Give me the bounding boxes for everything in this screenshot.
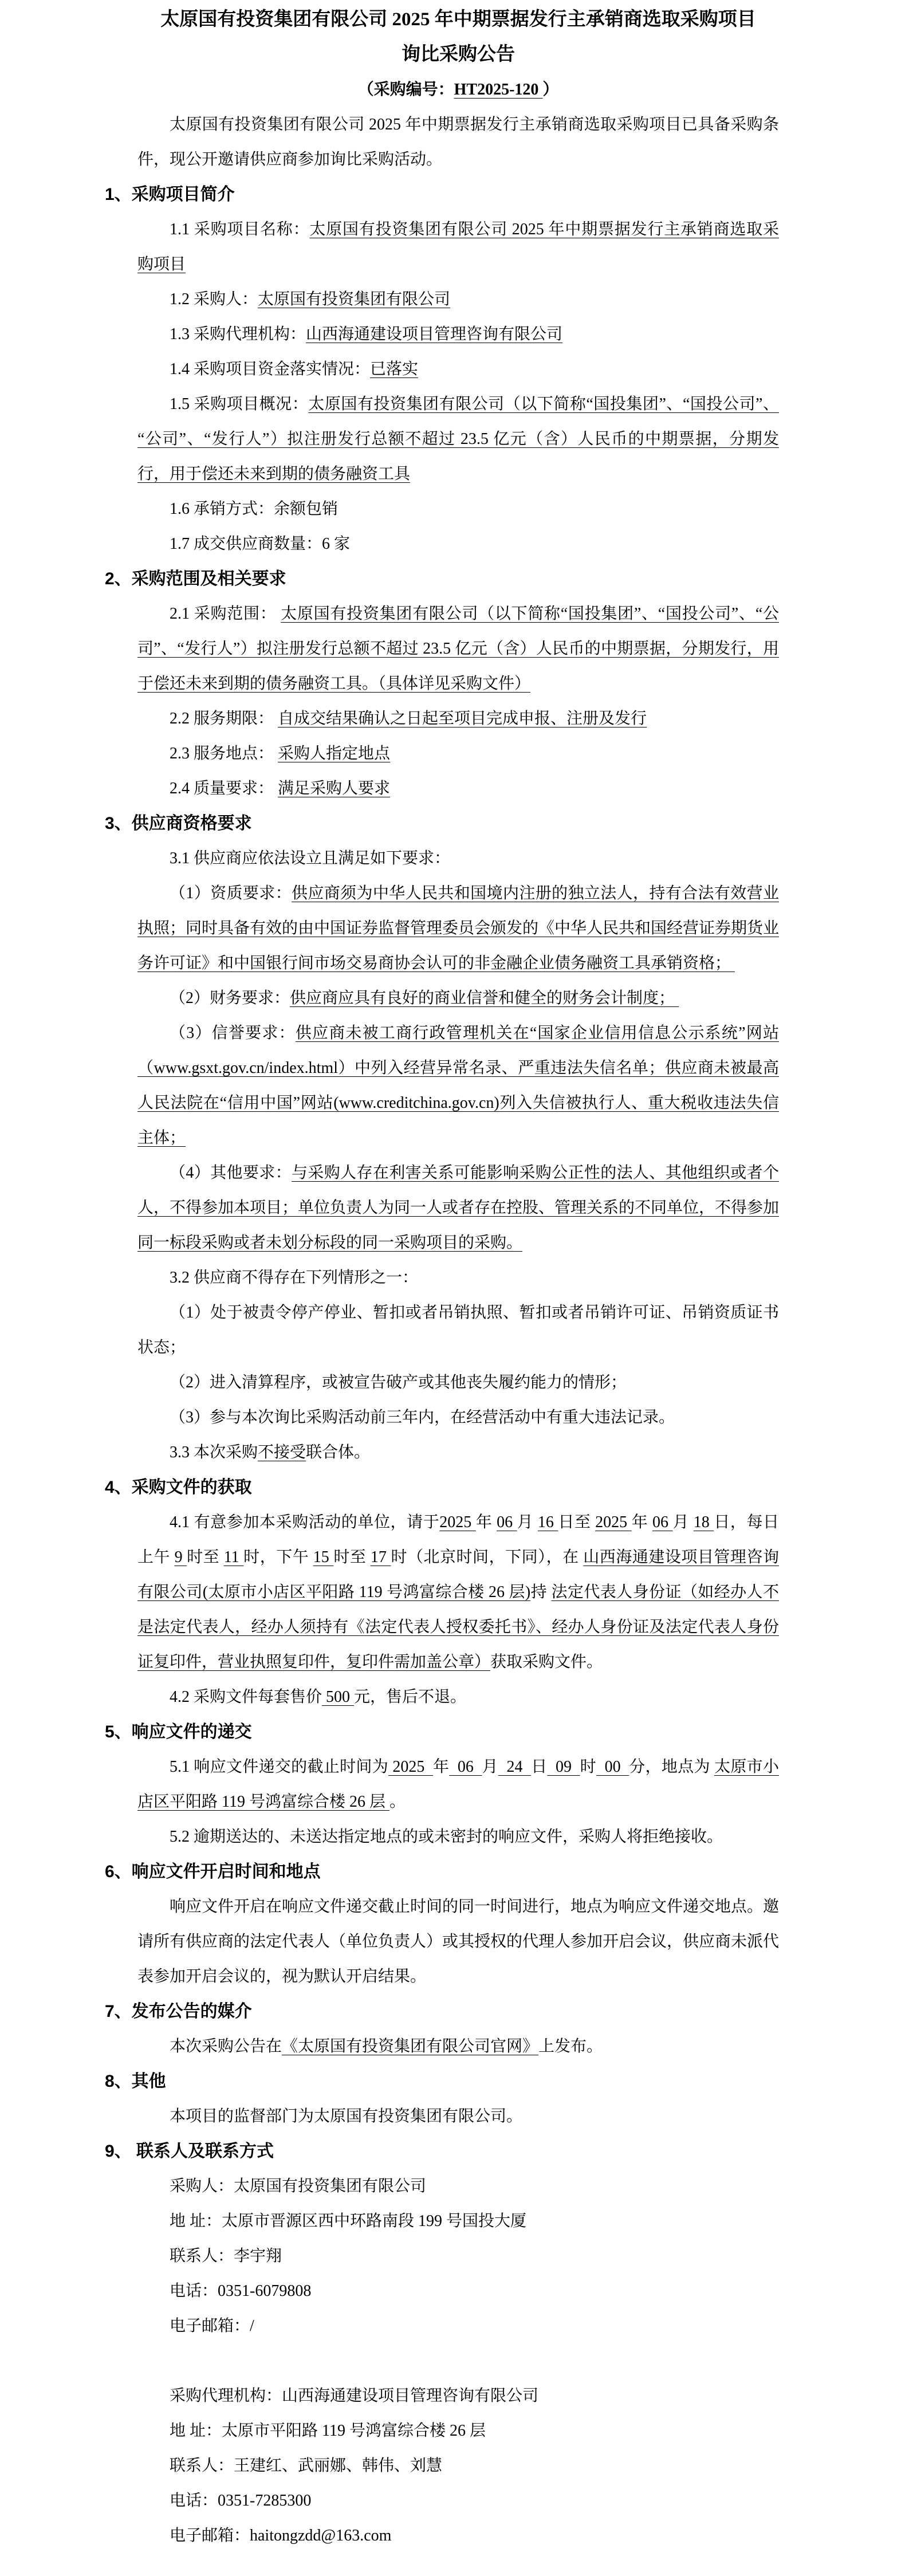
text-run: 联合体。: [306, 1444, 371, 1461]
text-run: 2、采购范围及相关要求: [105, 569, 286, 588]
paragraph: [137, 701, 779, 736]
underlined-value: 09: [547, 1758, 580, 1776]
text-run: （3）参与本次询比采购活动前三年内，在经营活动中有重大违法记录。: [170, 1409, 675, 1426]
paragraph: [137, 596, 779, 701]
text-run: 5、响应文件的递交: [105, 1722, 252, 1741]
underlined-value: 24: [498, 1758, 532, 1776]
underlined-value: 满足采购人要求: [278, 780, 391, 797]
text-run: 日至: [558, 1513, 596, 1531]
text-run: 3.2 供应商不得存在下列情形之一：: [170, 1269, 419, 1287]
section-heading: [105, 806, 779, 841]
text-run: 元，售后不退。: [354, 1688, 467, 1706]
section-heading: [105, 561, 779, 596]
text-run: 月: [517, 1513, 538, 1531]
underlined-value: 与采购人存在利害关系可能影响采购公正性的法人、其他组织或者个人，不得参加本项目；单位负责人为同一人或者存在控股、管理关系的不同单位，不得参加同一标段采购或者未划分标段的同一采购项目的采购。: [137, 1164, 780, 1252]
underlined-value: 500: [322, 1688, 355, 1706]
underlined-value: 采购人指定地点: [278, 745, 391, 762]
paragraph: [137, 1680, 779, 1714]
text-run: 1.5 采购项目概况：: [170, 395, 309, 413]
text-run: 时（北京时间，下同），在: [391, 1548, 584, 1566]
text-run: 年: [475, 1513, 497, 1531]
document-title-line-2: 询比采购公告: [402, 44, 515, 65]
underlined-value: 16: [537, 1513, 558, 1531]
paragraph: [137, 2518, 779, 2553]
underlined-value: 太原国有投资集团有限公司 2025 年中期票据发行主承销商选取采购项目: [137, 221, 779, 273]
paragraph: [137, 2169, 779, 2204]
underlined-value: 山西海通建设项目管理咨询有限公司: [306, 325, 563, 343]
underlined-value: 太原市小店区平阳路 119 号鸿富综合楼 26 层: [137, 1758, 779, 1811]
underlined-value: 00: [596, 1758, 629, 1776]
text-run: 2.1 采购范围：: [170, 605, 281, 623]
section-heading: [105, 2134, 779, 2169]
procurement-number-prefix: （采购编号：: [357, 81, 454, 99]
text-run: 2.3 服务地点：: [170, 745, 278, 762]
section-heading: [105, 1470, 779, 1505]
paragraph: [137, 2308, 779, 2343]
paragraph: [137, 107, 779, 177]
underlined-value: 供应商应具有良好的商业信誉和健全的财务会计制度；: [290, 989, 679, 1007]
paragraph: [137, 2029, 779, 2064]
text-run: 3.1 供应商应依法设立且满足如下要求：: [170, 850, 451, 867]
text-run: 1、采购项目简介: [105, 185, 235, 204]
text-run: 获取采购文件。: [490, 1653, 603, 1671]
text-run: 8、其他: [105, 2072, 166, 2091]
text-run: 2.2 服务期限：: [170, 710, 278, 727]
underlined-value: 太原国有投资集团有限公司（以下简称“国投集团”、“国投公司”、“公司”、“发行人”）拟注册发行总额不超过 23.5 亿元（含）人民币的中期票据，分期发行，用于偿还未来到期的债务融资工具。（具体详见采购文件）: [137, 605, 779, 693]
blank-line: [137, 2343, 779, 2378]
paragraph: [137, 2413, 779, 2448]
underlined-value: 供应商未被工商行政管理机关在“国家企业信用信息公示系统”网站（www.gsxt.gov.cn/index.html）中列入经营异常名录、严重违法失信名单；供应商未被最高人民法院在“信用中国”网站(www.creditchina.gov.cn)列入失信被执行人、重大税收违法失信主体；: [137, 1024, 779, 1147]
text-run: 9、 联系人及联系方式: [105, 2142, 274, 2161]
text-run: 联系人：李宇翔: [170, 2247, 282, 2265]
text-run: 1.1 采购项目名称：: [170, 221, 310, 238]
underlined-value: 太原国有投资集团有限公司（以下简称“国投集团”、“国投公司”、“公司”、“发行人”）拟注册发行总额不超过 23.5 亿元（含）人民币的中期票据，分期发行，用于偿还未来到期的债务融资工具: [137, 395, 779, 483]
text-run: 5.1 响应文件递交的截止时间为: [170, 1758, 389, 1776]
paragraph: [137, 736, 779, 771]
underlined-value: 已落实: [370, 360, 419, 378]
paragraph: [137, 212, 779, 282]
text-run: 时至: [187, 1548, 224, 1566]
section-heading: [105, 1714, 779, 1749]
paragraph: [137, 876, 779, 981]
text-run: 1.2 采购人：: [170, 290, 258, 308]
procurement-number-value: HT2025-120: [454, 81, 543, 99]
text-run: （1）处于被责令停产停业、暂扣或者吊销执照、暂扣或者吊销许可证、吊销资质证书状态；: [137, 1304, 779, 1356]
paragraph: [137, 1889, 779, 1994]
text-run: （3）信誉要求：: [170, 1024, 296, 1042]
section-heading: [105, 177, 779, 212]
text-run: 电子邮箱：haitongzdd@163.com: [170, 2527, 392, 2544]
paragraph: [137, 2204, 779, 2239]
paragraph: [137, 282, 779, 317]
text-run: 采购代理机构：山西海通建设项目管理咨询有限公司: [170, 2387, 539, 2405]
paragraph: [137, 1365, 779, 1400]
text-run: 2.4 质量要求：: [170, 780, 278, 797]
section-heading: [105, 1994, 779, 2029]
underlined-value: 2025: [388, 1758, 433, 1776]
text-run: （4）其他要求：: [170, 1164, 292, 1182]
underlined-value: 15: [313, 1548, 334, 1566]
text-run: 1.4 采购项目资金落实情况：: [170, 360, 371, 378]
text-run: 电话：0351-7285300: [170, 2492, 312, 2510]
text-run: （1）资质要求：: [170, 884, 292, 902]
text-run: 分，地点为: [629, 1758, 715, 1776]
paragraph: [137, 1155, 779, 1260]
text-run: 电子邮箱：/: [170, 2317, 254, 2335]
section-heading: [105, 1854, 779, 1889]
text-run: （2）财务要求：: [170, 989, 290, 1007]
underlined-value: 山西海通建设项目管理咨询有限公司(太原市小店区平阳路 119 号鸿富综合楼 26 层): [137, 1548, 779, 1601]
underlined-value: 11: [223, 1548, 244, 1566]
paragraph: [137, 1819, 779, 1854]
text-run: 联系人：王建红、武丽娜、韩伟、刘慧: [170, 2457, 443, 2475]
text-run: 3.3 本次采购: [170, 1444, 258, 1461]
underlined-value: 2025: [439, 1513, 476, 1531]
document-title-line-1: 太原国有投资集团有限公司 2025 年中期票据发行主承销商选取采购项目: [160, 9, 756, 30]
text-run: 3、供应商资格要求: [105, 814, 252, 833]
paragraph: [137, 1295, 779, 1365]
text-run: 时: [580, 1758, 596, 1776]
paragraph: [137, 1749, 779, 1819]
paragraph: [137, 2239, 779, 2274]
text-run: 。: [389, 1793, 406, 1811]
paragraph: [137, 317, 779, 352]
paragraph: [137, 2483, 779, 2518]
text-run: 本项目的监督部门为太原国有投资集团有限公司。: [170, 2107, 523, 2125]
paragraph: [137, 841, 779, 876]
text-run: 月: [482, 1758, 498, 1776]
underlined-value: 18: [693, 1513, 714, 1531]
text-run: 5.2 逾期送达的、未送达指定地点的或未密封的响应文件，采购人将拒绝接收。: [170, 1828, 723, 1846]
paragraph: [137, 1505, 779, 1680]
text-run: 年: [432, 1758, 450, 1776]
paragraph: [137, 771, 779, 806]
text-run: 日，每日上午: [137, 1513, 780, 1566]
paragraph: [137, 2274, 779, 2308]
document-body: [105, 107, 780, 2553]
text-run: 月: [672, 1513, 694, 1531]
underlined-value: 供应商须为中华人民共和国境内注册的独立法人，持有合法有效营业执照；同时具备有效的由中国证券监督管理委员会颁发的《中华人民共和国经营证券期货业务许可证》和中国银行间市场交易商协会认可的非金融企业债务融资工具承销资格；: [137, 884, 780, 972]
text-run: （2）进入清算程序，或被宣告破产或其他丧失履约能力的情形；: [170, 1374, 627, 1391]
text-run: 时，下午: [243, 1548, 313, 1566]
paragraph: [137, 1016, 779, 1155]
underlined-value: 自成交结果确认之日起至项目完成申报、注册及发行: [278, 710, 647, 727]
underlined-value: 《太原国有投资集团有限公司官网》: [282, 2038, 539, 2055]
procurement-number-suffix: ）: [542, 81, 559, 99]
underlined-value: 9: [174, 1548, 187, 1566]
paragraph: [137, 2378, 779, 2413]
text-run: 时至: [333, 1548, 371, 1566]
procurement-number: [137, 72, 779, 107]
text-run: 采购人：太原国有投资集团有限公司: [170, 2177, 427, 2195]
text-run: 响应文件开启在响应文件递交截止时间的同一时间进行，地点为响应文件递交地点。邀请所有供应商的法定代表人（单位负责人）或其授权的代理人参加开启会议，供应商未派代表参加开启会议的，视为默认开启结果。: [137, 1898, 780, 1985]
paragraph: [137, 1400, 779, 1435]
text-run: 年: [631, 1513, 652, 1531]
paragraph: [137, 2448, 779, 2483]
underlined-value: 太原国有投资集团有限公司: [258, 290, 451, 308]
text-run: 1.7 成交供应商数量：6 家: [170, 535, 351, 553]
section-heading: [105, 2064, 779, 2099]
text-run: 持: [530, 1583, 552, 1601]
text-run: 地 址：太原市平阳路 119 号鸿富综合楼 26 层: [170, 2422, 486, 2440]
text-run: 地 址：太原市晋源区西中环路南段 199 号国投大厦: [170, 2212, 527, 2230]
text-run: 日: [531, 1758, 548, 1776]
underlined-value: 2025: [595, 1513, 632, 1531]
paragraph: [137, 352, 779, 387]
text-run: 6、响应文件开启时间和地点: [105, 1862, 321, 1881]
paragraph: [137, 1435, 779, 1470]
text-run: 4.1 有意参加本采购活动的单位，请于: [170, 1513, 440, 1531]
text-run: 1.6 承销方式：余额包销: [170, 500, 339, 518]
text-run: 太原国有投资集团有限公司 2025 年中期票据发行主承销商选取采购项目已具备采购条件，现公开邀请供应商参加询比采购活动。: [137, 116, 779, 168]
paragraph: [137, 1260, 779, 1295]
paragraph: [137, 387, 779, 491]
text-run: 7、发布公告的媒介: [105, 2002, 252, 2021]
text-run: 电话：0351-6079808: [170, 2282, 312, 2300]
text-run: 上发布。: [538, 2038, 603, 2055]
underlined-value: 法定代表人身份证（如经办人不是法定代表人，经办人须持有《法定代表人授权委托书》、经办人身份证及法定代表人身份证复印件，营业执照复印件，复印件需加盖公章）: [137, 1583, 779, 1671]
underlined-value: 06: [497, 1513, 517, 1531]
paragraph: [137, 491, 779, 526]
underlined-value: 17: [370, 1548, 391, 1566]
text-run: 4.2 采购文件每套售价: [170, 1688, 322, 1706]
text-run: 本次采购公告在: [170, 2038, 282, 2055]
text-run: 4、采购文件的获取: [105, 1478, 252, 1497]
underlined-value: 06: [652, 1513, 673, 1531]
text-run: 1.3 采购代理机构：: [170, 325, 306, 343]
underlined-value: 不接受: [258, 1444, 306, 1461]
paragraph: [137, 2099, 779, 2134]
paragraph: [137, 526, 779, 561]
paragraph: [137, 981, 779, 1016]
underlined-value: 06: [449, 1758, 482, 1776]
